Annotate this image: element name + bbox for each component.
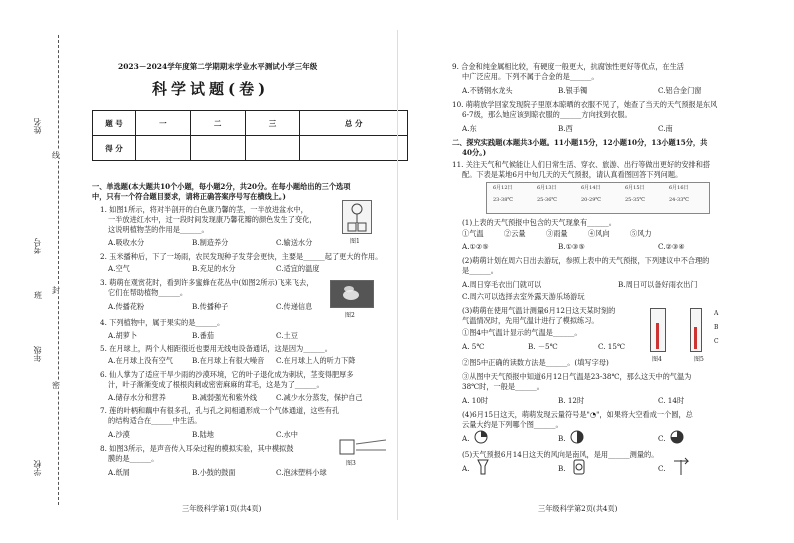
q2-option-c[interactable]: C.适宜的温度 <box>276 264 320 273</box>
weather-date: 6月13日 <box>537 185 557 191</box>
figure-1-caption: 图1 <box>350 238 360 245</box>
q3-option-a[interactable]: A.传播花粉 <box>108 302 145 311</box>
score-cell[interactable] <box>190 136 245 161</box>
q3-line1: 3. 萌萌在观赏花时，看到许多蜜蜂在花丛中(如图2所示)飞来飞去， <box>100 278 314 287</box>
q11-5-option-b[interactable]: B. <box>558 464 566 473</box>
q3-option-b[interactable]: B.传播种子 <box>192 302 229 311</box>
q11-1-text: (1)上表的天气预报中包含的天气现象有______。 <box>462 218 616 227</box>
q11-3-option-a[interactable]: A. 5℃ <box>462 342 485 351</box>
q4-option-a[interactable]: A.胡萝卜 <box>108 331 138 340</box>
weather-forecast-table <box>486 182 710 214</box>
wind-vane-icon <box>672 456 690 476</box>
score-cell[interactable] <box>245 136 300 161</box>
q9-option-a[interactable]: A.不锈钢水龙头 <box>462 86 513 95</box>
q8-line2: 膜的是______。 <box>108 454 159 463</box>
q9-option-b[interactable]: B.银手镯 <box>558 86 588 95</box>
weather-temp: 24-33℃ <box>669 197 690 203</box>
exam-title: 科学试题(卷) <box>152 80 270 98</box>
score-header-cell: 题 号 <box>93 111 136 136</box>
score-row-label: 得 分 <box>93 136 136 161</box>
q11-5-option-a[interactable]: A. <box>462 464 470 473</box>
exam-subtitle: 2023－2024学年度第二学期期末学业水平测试小学三年级 <box>118 62 318 71</box>
q7-line1: 7. 莲的叶柄和藕中有很多孔，孔与孔之间相通形成一个气体通道，这些有孔 <box>100 406 340 415</box>
figure-4-thermometer <box>650 308 666 352</box>
q4-text: 4. 下列植物中，属于果实的是______。 <box>100 318 225 327</box>
q11-2-option-a[interactable]: A.周日穿毛衣出门就可以 <box>462 280 542 289</box>
q11-1-item: ②云量 <box>504 229 526 238</box>
score-header-cell: 二 <box>190 111 245 136</box>
label-seal: 封 <box>52 286 60 295</box>
q10-line2: 6-7级，那么她应该到晾衣服的______方向找到衣服。 <box>462 110 632 119</box>
page-divider <box>397 30 398 520</box>
figure-3-caption: 图3 <box>346 460 356 467</box>
figure-2-bee-image <box>330 280 374 308</box>
weather-date: 6月16日 <box>669 185 689 191</box>
q11-5-option-c[interactable]: C. <box>658 464 666 473</box>
weather-date: 6月15日 <box>625 185 645 191</box>
q5-text: 5. 在月球上，两个人相距很近也要用无线电设备通话，这是因为______。 <box>100 344 332 353</box>
q10-option-b[interactable]: B.西 <box>558 124 573 133</box>
q7-option-c[interactable]: C.水中 <box>276 430 298 439</box>
q11-3-option-c[interactable]: C. 15℃ <box>598 342 625 351</box>
score-header-cell: 总 分 <box>300 111 408 136</box>
figure-5-thermometer <box>690 308 702 352</box>
section2-heading: 二、探究实践题(本题共3小题。11小题15分，12小题10分，13小题15分，共 <box>452 138 708 147</box>
q11-5-text: (5)天气预报6月14日这天的风向是南风，是用______测量的。 <box>462 450 659 459</box>
q11-1-option-c[interactable]: C.②③④ <box>658 242 685 251</box>
q11-4-line2: 云量大约是下列哪个图______。 <box>462 420 563 429</box>
q1-line3: 这说明植物茎的作用是______。 <box>108 225 209 234</box>
q11-3b-option-c[interactable]: C. 14时 <box>658 396 685 405</box>
figure-1-flower-image <box>342 200 372 234</box>
q6-line1: 6. 仙人掌为了适应干旱少雨的沙漠环境，它的叶子退化成为刺状，茎变得肥厚多 <box>100 370 354 379</box>
q1-line2: 一半放进红水中，过一段时间发现康乃馨花瓣的颜色发生了变化， <box>108 215 317 224</box>
reading-label-c: C <box>714 338 719 345</box>
q11-3b-option-b[interactable]: B. 12时 <box>558 396 585 405</box>
score-cell[interactable] <box>136 136 191 161</box>
q1-option-b[interactable]: B.制造养分 <box>192 238 229 247</box>
score-header-cell: 三 <box>245 111 300 136</box>
section1-heading: 一、单选题(本大题共10个小题，每小题2分，共20分。在每小题给出的三个选项 <box>92 182 351 191</box>
q11-3b-line1: ②图5中正确的读数方法是______。(填写字母) <box>462 358 609 367</box>
q11-2-line2: 是______。 <box>462 266 498 275</box>
q7-line2: 的结构适合在______中生活。 <box>108 416 202 425</box>
q11-line2: 配。下表是某地6月中旬几天的天气预报，请认真看图回答下列问题。 <box>462 170 683 179</box>
page-footer-left: 三年级科学第1页(共4页) <box>182 504 262 513</box>
label-line: 线 <box>52 151 60 160</box>
q8-line1: 8. 如图3所示，是声音传入耳朵过程的模拟实验，其中模拟鼓 <box>100 444 294 453</box>
q11-2-option-c[interactable]: C.周六可以选择去室外露天游乐场游玩 <box>462 292 585 301</box>
q6-option-c[interactable]: C.减少水分蒸发，保护自己 <box>276 393 363 402</box>
q11-3b-line3: 38℃时，一般是______。 <box>462 382 544 391</box>
q11-3-option-b[interactable]: B. －5℃ <box>528 342 558 351</box>
cloud-cover-quarter-icon <box>474 430 488 444</box>
q11-4-line1: (4)6月15日这天，萌萌发现云量符号是"◔"，如果将大空看成一个圆，总 <box>462 410 693 419</box>
weather-temp: 25-36℃ <box>537 197 558 203</box>
q11-3b-option-a[interactable]: A. 10时 <box>462 396 489 405</box>
q11-1-item: ③雨量 <box>546 229 568 238</box>
q3-line2: 它们在帮助植物______。 <box>108 288 188 297</box>
q7-option-b[interactable]: B.陆地 <box>192 430 214 439</box>
q11-line1: 11. 关注天气和气候能让人们日常生活、穿衣、旅游、出行等做出更好的安排和搭 <box>452 160 711 169</box>
q2-option-b[interactable]: B.充足的水分 <box>192 264 236 273</box>
weather-temp: 25-35℃ <box>625 197 646 203</box>
q11-3-line3: ①图4中气温计显示的气温是______。 <box>462 328 582 337</box>
drum-icon <box>336 434 392 458</box>
label-seal2: 密 <box>52 381 60 390</box>
label-number: 考号 <box>33 238 42 254</box>
bee-icon <box>331 281 373 307</box>
q1-option-c[interactable]: C.输送水分 <box>276 238 313 247</box>
q10-option-a[interactable]: A.东 <box>462 124 477 133</box>
q9-option-c[interactable]: C.铝合金门窗 <box>658 86 702 95</box>
label-name: 姓名 <box>33 118 42 134</box>
q11-1-item: ④风向 <box>588 229 610 238</box>
flower-icon <box>343 201 371 233</box>
q2-text: 2. 玉米播种后，下了一场雨，农民发现种子发芽会更快，主要是______起了更大的作用。 <box>100 252 383 261</box>
q11-1-option-b[interactable]: B.①③⑤ <box>558 242 585 251</box>
weather-date: 6月12日 <box>493 185 513 191</box>
q6-option-a[interactable]: A.储存水分和营养 <box>108 393 166 402</box>
figure-4-caption: 图4 <box>652 356 662 363</box>
q8-option-b[interactable]: B.小鼓的鼓面 <box>192 468 236 477</box>
q6-line2: 汁，叶子渐渐变成了根根肉刺或密密麻麻的茸毛，这是为了______。 <box>108 380 324 389</box>
q10-line1: 10. 萌萌放学回家发现院子里原本晾晒的衣服不见了，她查了当天的天气预报是东风 <box>452 100 718 109</box>
figure-2-caption: 图2 <box>345 312 355 319</box>
weather-temp: 20-29℃ <box>581 197 602 203</box>
q11-3b-line2: ③从图中天气预报中知道6月12日气温是23-38℃，那么这天中的气温为 <box>462 372 692 381</box>
q11-1-item: ①气温 <box>462 229 484 238</box>
q8-option-c[interactable]: C.泡沫塑料小球 <box>276 468 327 477</box>
score-cell[interactable] <box>300 136 408 161</box>
q5-option-b[interactable]: B.在月球上有很大噪音 <box>192 356 265 365</box>
label-grade: 年级 <box>33 346 42 362</box>
cloud-cover-three-quarter-icon <box>670 430 684 444</box>
weather-temp: 23-38℃ <box>493 197 514 203</box>
thermometer-column <box>656 323 659 349</box>
figure-3-drum-image <box>336 434 392 458</box>
q11-4-option-c[interactable]: C. <box>658 434 666 443</box>
q11-1-item: ⑤风力 <box>630 229 652 238</box>
q11-2-option-b[interactable]: B.周日可以备好雨衣出门 <box>618 280 698 289</box>
thermometer-column <box>694 327 697 349</box>
q3-option-c[interactable]: C.传递信息 <box>276 302 313 311</box>
q4-option-c[interactable]: C.土豆 <box>276 331 298 340</box>
q1-line1: 1. 如图1所示，将对半剖开的白色康乃馨的茎，一半放进盆水中， <box>100 205 308 214</box>
q11-2-line1: (2)萌萌计划在周六日出去游玩，参照上表中的天气预报，下列建议中不合理的 <box>462 256 710 265</box>
weather-date: 6月14日 <box>581 185 601 191</box>
score-table <box>92 110 408 161</box>
q10-option-c[interactable]: C.南 <box>658 124 673 133</box>
q11-3-line2: 气温情况时，先用气温计进行了模拟练习。 <box>462 316 599 325</box>
q11-1-option-a[interactable]: A.①②⑤ <box>462 242 489 251</box>
q11-3-line1: (3)萌萌在使用气温计测量6月12日这天某时刻的 <box>462 306 616 315</box>
q2-option-a[interactable]: A.空气 <box>108 264 130 273</box>
q8-option-a[interactable]: A.纸屑 <box>108 468 130 477</box>
q5-option-a[interactable]: A.在月球上没有空气 <box>108 356 173 365</box>
q9-line2: 中广泛应用。下列不属于合金的是______。 <box>462 72 599 81</box>
cloud-cover-half-icon <box>570 430 584 444</box>
section1-heading-cont: 中，只有一个符合题目要求，请将正确答案序号写在横线上。) <box>92 192 286 201</box>
page-footer-right: 三年级科学第2页(共4页) <box>538 504 618 513</box>
section2-heading-cont: 40分。) <box>462 148 487 157</box>
label-class: 班 <box>34 291 42 300</box>
thermometer-device-icon <box>572 458 586 476</box>
q1-option-a[interactable]: A.吸收水分 <box>108 238 145 247</box>
q6-option-b[interactable]: B.减弱强光和紫外线 <box>192 393 258 402</box>
q9-line1: 9. 合金和纯金属相比较，有硬度一般更大，抗腐蚀性更好等优点，在生活 <box>452 62 684 71</box>
rain-gauge-icon <box>476 458 490 476</box>
reading-label-a: A <box>714 310 719 317</box>
q11-4-option-a[interactable]: A. <box>462 434 470 443</box>
figure-5-caption: 图5 <box>694 356 704 363</box>
reading-label-b: B <box>714 324 719 331</box>
score-header-cell: 一 <box>136 111 191 136</box>
q7-option-a[interactable]: A.沙漠 <box>108 430 130 439</box>
label-school: 学校 <box>33 460 42 476</box>
q5-option-c[interactable]: C.在月球上人的听力下降 <box>276 356 356 365</box>
binding-line <box>58 35 59 505</box>
q11-4-option-b[interactable]: B. <box>558 434 566 443</box>
q4-option-b[interactable]: B.番茄 <box>192 331 214 340</box>
